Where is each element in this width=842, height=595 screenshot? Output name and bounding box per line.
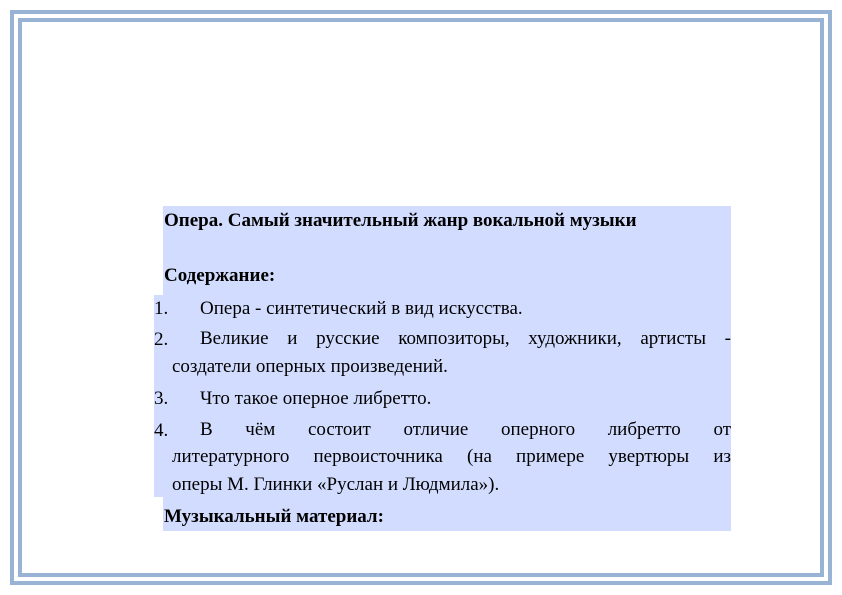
list-item-text: Опера - синтетический в вид искусства. — [200, 298, 523, 319]
list-item-number: 3. — [154, 388, 169, 409]
music-heading: Музыкальный материал: — [164, 506, 384, 527]
list-item-line: В чём состоит отличие оперного либретто от — [200, 419, 731, 440]
list-item-line: оперы М. Глинки «Руслан и Людмила»). — [172, 474, 500, 495]
list-item-text — [200, 325, 731, 352]
list-item-line: создатели оперных произведений. — [172, 356, 448, 377]
list-item-line: Великие и русские композиторы, художники, артисты - — [200, 328, 731, 349]
list-item-number: 4. — [154, 420, 169, 441]
list-item-text — [172, 443, 731, 470]
list-item-number: 2. — [154, 329, 169, 350]
list-item-text — [200, 416, 731, 443]
contents-heading: Содержание: — [164, 265, 276, 286]
list-item-number: 1. — [154, 298, 169, 319]
page-title: Опера. Самый значительный жанр вокальной музыки — [164, 210, 637, 231]
list-item-text: Что такое оперное либретто. — [200, 388, 432, 409]
list-item-line: литературного первоисточника (на примере увертюры из — [172, 446, 731, 467]
